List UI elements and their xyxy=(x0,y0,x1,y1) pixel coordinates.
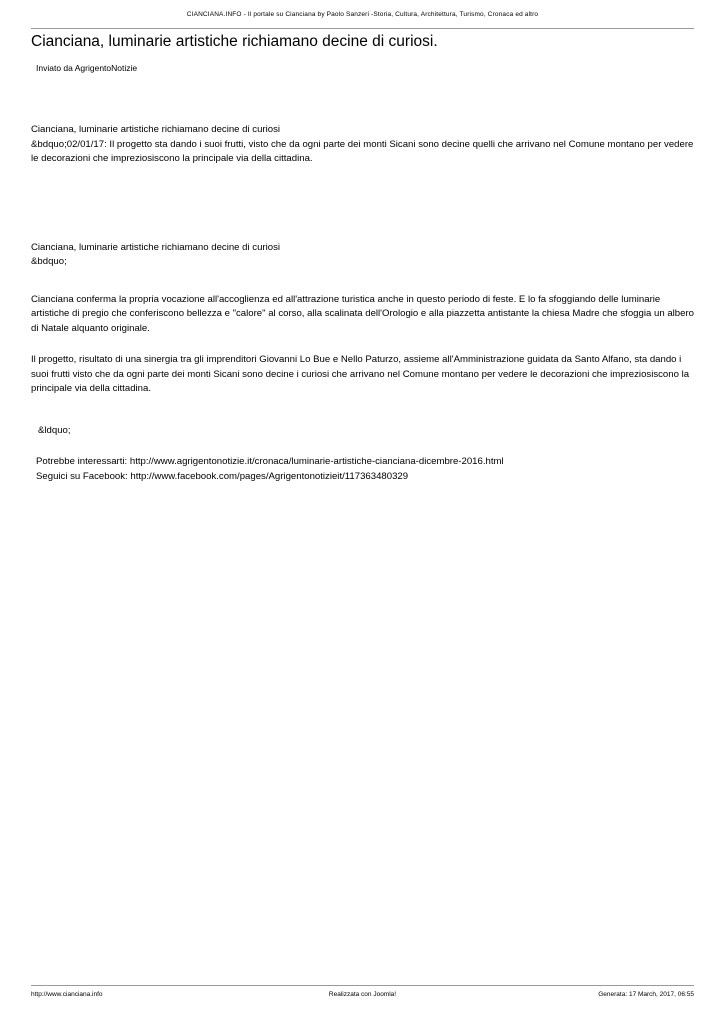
spacer-before-closing xyxy=(31,397,694,424)
facebook-link-line: Seguici su Facebook: http://www.facebook.com/pages/Agrigentonotizieit/117363480329 xyxy=(36,470,409,482)
article-paragraph-2: Il progetto, risultato di una sinergia tra gli imprenditori Giovanni Lo Bue e Nello Paturzo, assieme all'Amministrazione guidata da Santo Alfano, sta dando i suoi frutti visto che da ogni parte dei monti Sicani sono decine i curiosi che arrivano nel Comune montano per vedere le decorazioni che impreziosiscono la principale via della cittadina. xyxy=(31,354,690,394)
spacer-before-links xyxy=(31,438,694,455)
spacer-after-intro xyxy=(31,167,694,241)
site-header-text: CIANCIANA.INFO - Il portale su Cianciana by Paolo Sanzeri -Storia, Cultura, Architettura, Turismo, Cronaca ed altro xyxy=(186,10,539,18)
page-header xyxy=(31,0,694,29)
spacer-after-byline xyxy=(31,73,694,123)
spacer-before-paragraph-1 xyxy=(31,270,694,293)
article-content xyxy=(31,32,694,484)
page-footer xyxy=(31,985,694,998)
footer-url: http://www.cianciana.info xyxy=(31,991,103,998)
intro-body: &bdquo;02/01/17: Il progetto sta dando i suoi frutti, visto che da ogni parte dei monti Sicani sono decine quelli che arrivano nel Comune montano per vedere le decorazioni che impreziosiscono la principale via della cittadina. xyxy=(31,138,694,164)
closing-entity: &ldquo; xyxy=(38,424,71,436)
repeat-heading: Cianciana, luminarie artistiche richiamano decine di curiosi xyxy=(31,241,281,253)
article-paragraph-1: Cianciana conferma la propria vocazione all'accoglienza ed all'attrazione turistica anche in questo periodo di feste. E lo fa sfoggiando delle luminarie artistiche di pregio che conferiscono bellezza e "calore" al corso, alla scalinata dell'Orologio e alla piazzetta antistante la chiesa Madre che sfoggia un albero di Natale alquanto originale. xyxy=(31,293,694,334)
repeat-entity: &bdquo; xyxy=(31,256,67,267)
page-title: Cianciana, luminarie artistiche richiamano decine di curiosi. xyxy=(31,33,438,50)
footer-generated-date: Generata: 17 March, 2017, 06:55 xyxy=(598,991,694,998)
related-link-line: Potrebbe interessarti: http://www.agrigentonotizie.it/cronaca/luminarie-artistiche-cianciana-dicembre-2016.html xyxy=(36,456,504,467)
intro-heading: Cianciana, luminarie artistiche richiamano decine di curiosi xyxy=(31,124,281,135)
footer-powered-by: Realizzata con Joomla! xyxy=(328,991,397,998)
article-byline: Inviato da AgrigentoNotizie xyxy=(36,63,138,73)
article-intro xyxy=(31,123,694,167)
article-repeat-heading-block xyxy=(31,241,694,270)
spacer-between-paragraphs xyxy=(31,336,694,353)
